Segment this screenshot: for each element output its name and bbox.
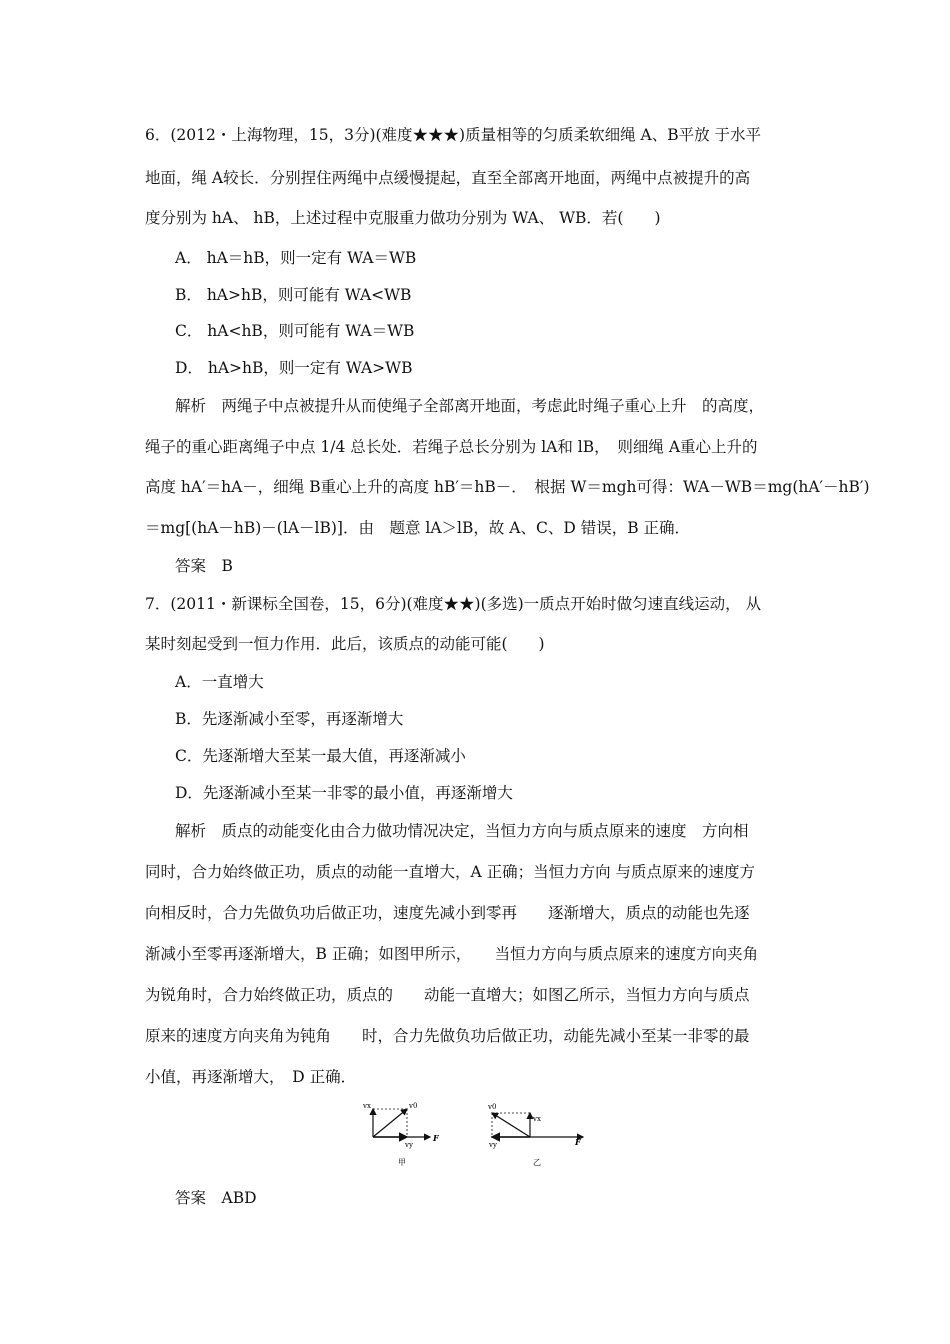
q6-analysis-2: 绳子的重心距离绳子中点 1/4 总长处．若绳子总长分别为 lA和 lB， 则细绳 A重心上升的 (145, 438, 758, 456)
label-v0-right: v0 (488, 1103, 497, 1111)
q7-option-b: B．先逐渐减小至零，再逐渐增大 (175, 710, 404, 728)
q7-answer: 答案 ABD (175, 1189, 257, 1207)
q7-analysis-7: 小值，再逐渐增大， D 正确． (145, 1068, 357, 1086)
q6-analysis-4: ＝mg[(hA－hB)－(lA－lB)]．由 题意 lA＞lB，故 A、C、D 错误，B 正确． (145, 519, 691, 537)
q6-option-b: B． hA>hB，则可能有 WA<WB (175, 286, 412, 304)
q6-line-1: 6．(2012・上海物理，15，3分)(难度★★★)质量相等的匀质柔软细绳 A、B平放 于水平 (145, 126, 762, 144)
velocity-force-diagram (355, 1095, 595, 1175)
label-v0-left: v0 (409, 1102, 418, 1110)
q6-line-3: 度分别为 hA、 hB，上述过程中克服重力做功分别为 WA、 WB．若( ) (145, 209, 661, 227)
v0-arrow-right (492, 1113, 530, 1137)
diagram-jia (362, 1102, 440, 1167)
caption-jia: 甲 (398, 1158, 406, 1167)
q7-line-2: 某时刻起受到一恒力作用．此后，该质点的动能可能( ) (145, 635, 545, 653)
q7-analysis-2: 同时，合力始终做正功，质点的动能一直增大，A 正确；当恒力方向 与质点原来的速度方 (145, 863, 756, 881)
q6-analysis-3: 高度 hA′＝hA－，细绳 B重心上升的高度 hB′＝hB－． 根据 W＝mgh可得：WA－WB＝mg(hA′－hB′) (145, 478, 870, 496)
label-vx-right: vx (533, 1115, 541, 1123)
q6-option-c: C． hA<hB，则可能有 WA＝WB (175, 322, 415, 340)
v0-arrow-left (373, 1109, 407, 1137)
q7-line-1: 7．(2011・新课标全国卷，15，6分)(难度★★)(多选)一质点开始时做匀速直线运动， 从 (145, 595, 762, 613)
q7-analysis-6: 原来的速度方向夹角为钝角 时，合力先做负功后做正功，动能先减小至某一非零的最 (145, 1027, 750, 1045)
q7-analysis-3: 向相反时，合力先做负功后做正功，速度先减小到零再 逐渐增大，质点的动能也先逐 (145, 904, 750, 922)
q7-option-c: C．先逐渐增大至某一最大值，再逐渐减小 (175, 747, 466, 765)
q6-answer: 答案 B (175, 557, 233, 575)
q6-analysis-1: 解析 两绳子中点被提升从而使绳子全部离开地面，考虑此时绳子重心上升 的高度， (175, 397, 765, 415)
caption-yi: 乙 (533, 1158, 541, 1167)
q7-analysis-5: 为锐角时，合力始终做正功，质点的 动能一直增大；如图乙所示，当恒力方向与质点 (145, 986, 750, 1004)
label-force-left: F (433, 1133, 439, 1143)
q7-analysis-1: 解析 质点的动能变化由合力做功情况决定，当恒力方向与质点原来的速度 方向相 (175, 822, 749, 840)
q7-analysis-4: 渐减小至零再逐渐增大，B 正确；如图甲所示， 当恒力方向与质点原来的速度方向夹角 (145, 945, 759, 963)
label-vy-right: vy (489, 1141, 497, 1149)
q7-option-a: A．一直增大 (175, 673, 264, 691)
diagram-yi (487, 1103, 583, 1167)
q6-option-a: A． hA＝hB，则一定有 WA＝WB (175, 249, 417, 267)
q6-line-2: 地面，绳 A较长．分别捏住两绳中点缓慢提起，直至全部离开地面，两绳中点被提升的高 (145, 169, 751, 187)
label-force-right: F (575, 1137, 581, 1147)
label-vx-left: vx (363, 1102, 371, 1110)
q6-option-d: D． hA>hB，则一定有 WA>WB (175, 359, 413, 377)
q7-option-d: D．先逐渐减小至某一非零的最小值，再逐渐增大 (175, 784, 513, 802)
label-vy-left: vy (405, 1141, 413, 1149)
